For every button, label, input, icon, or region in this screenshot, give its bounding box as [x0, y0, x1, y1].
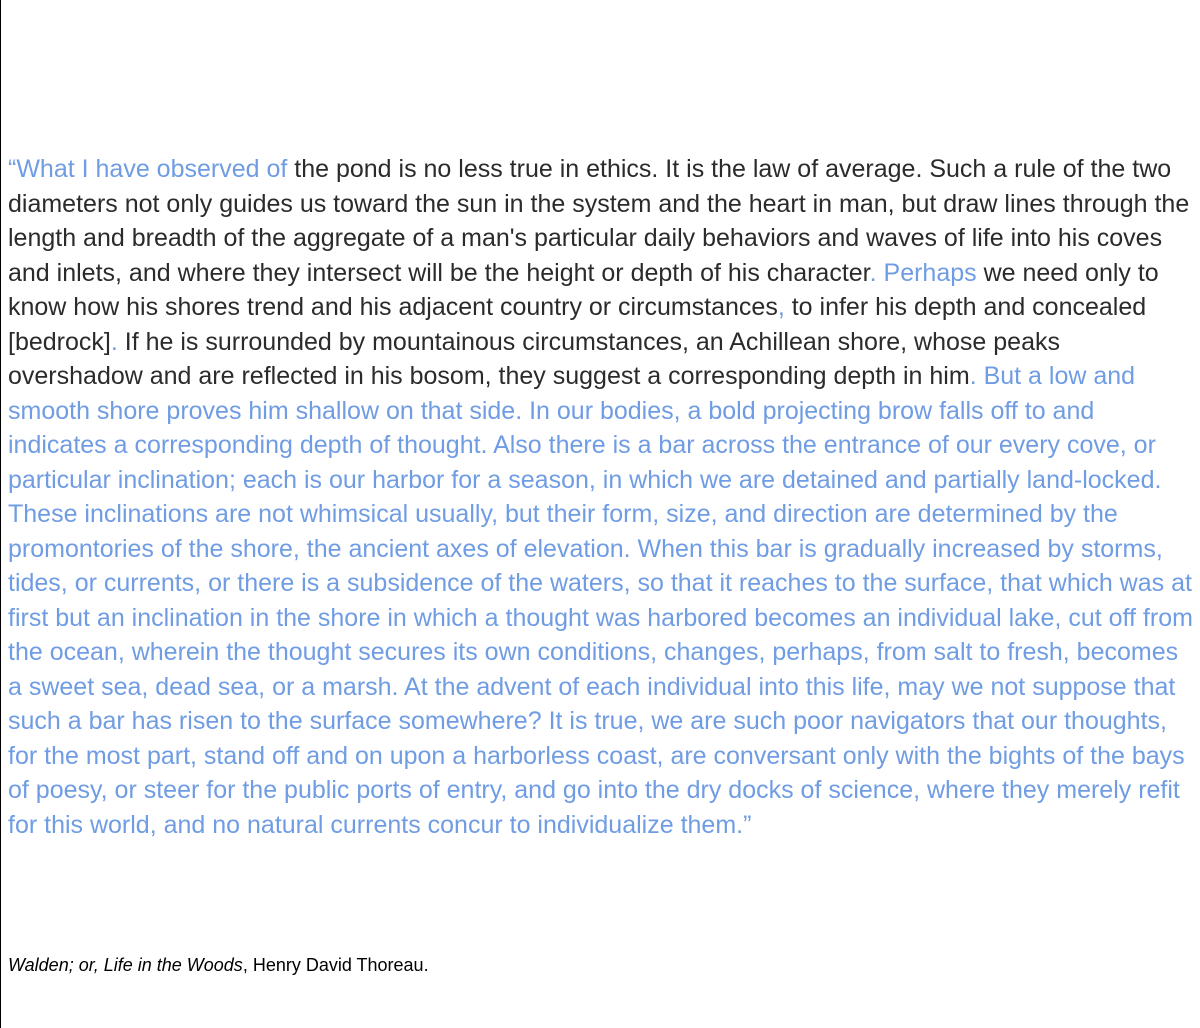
highlighted-text: , [777, 293, 785, 321]
plain-text: the pond is no less true in ethics. It is the law of average. Such a rule of the two diameters not only guides us toward the sun in the system and the heart in man, but draw lines through the length and breadth of the aggregate of a man's particular daily behaviors and waves of life into his coves and inlets, and where they intersect will be the height or depth of his character [8, 155, 1190, 287]
book-author: , Henry David Thoreau. [242, 955, 429, 975]
left-edge-divider [0, 0, 1, 1028]
citation [8, 954, 429, 976]
highlighted-text: “What I have observed of [8, 155, 295, 183]
plain-text: If he is surrounded by mountainous circumstances, an Achillean shore, whose peaks overshadow and are reflected in his bosom, they suggest a corresponding depth in him [8, 327, 1060, 390]
highlighted-text: . [110, 327, 118, 356]
highlighted-text: . But a low and smooth shore proves him shallow on that side. In our bodies, a bold projecting brow falls off to and indicates a corresponding depth of thought. Also there is a bar across the entrance of our every cove, or particular inclination; each is our harbor for a season, in which we are detained and partially land-locked. These inclinations are not whimsical usually, but their form, size, and direction are determined by the promontories of the shore, the ancient axes of elevation. When this bar is gradually increased by storms, tides, or currents, or there is a subsidence of the waters, so that it reaches to the surface, that which was at first but an inclination in the shore in which a thought was harbored becomes an individual lake, cut off from the ocean, wherein the thought secures its own conditions, changes, perhaps, from salt to fresh, becomes a sweet sea, dead sea, or a marsh. At the advent of each individual into this life, may we not suppose that such a bar has risen to the surface somewhere? It is true, we are such poor navigators that our thoughts, for the most part, stand off and on upon a harborless coast, are conversant only with the bights of the bays of poesy, or steer for the public ports of entry, and go into the dry docks of science, where they merely refit for this world, and no natural currents concur to individualize them.” [8, 362, 1193, 839]
book-title: Walden; or, Life in the Woods [8, 955, 243, 975]
quote-paragraph [8, 152, 1194, 842]
plain-text: to infer his depth and concealed [bedrock] [8, 293, 1147, 356]
plain-text: we need only to know how his shores trend and his adjacent country or circumstances [8, 258, 1159, 321]
highlighted-text: . Perhaps [869, 258, 977, 287]
